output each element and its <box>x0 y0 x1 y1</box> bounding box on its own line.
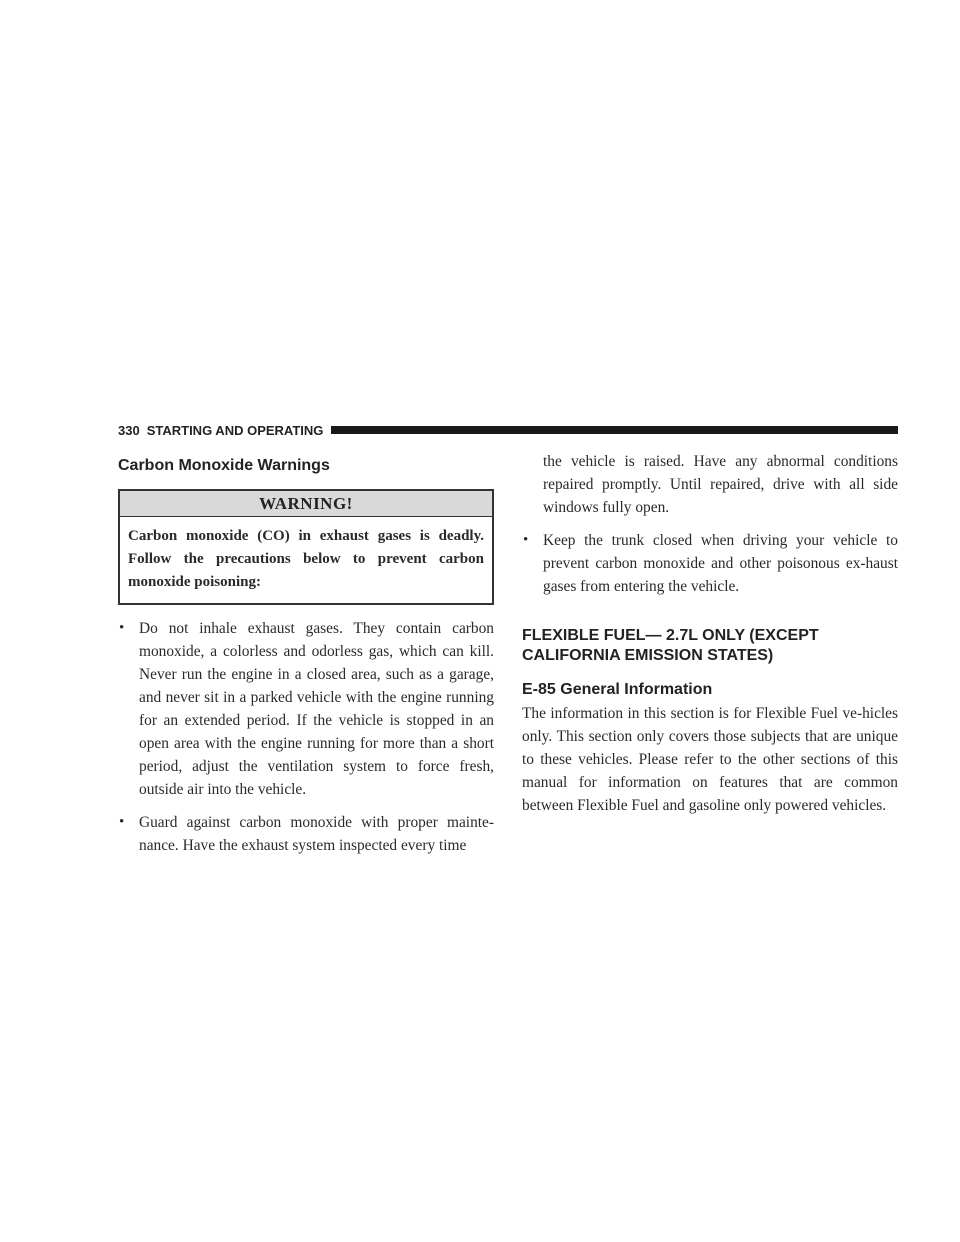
header-rule <box>331 426 898 434</box>
right-column <box>522 450 898 817</box>
list-item <box>522 529 898 598</box>
bullet-icon: • <box>119 620 125 636</box>
heading-carbon-monoxide: Carbon Monoxide Warnings <box>118 457 330 474</box>
e85-paragraph: The information in this section is for Flexible Fuel ve-hicles only. This section only covers those subjects that are unique to these vehicles. Please refer to the other sections of this manual for information on features that are common between Flexible Fuel and gasoline only powered vehicles. <box>522 705 898 814</box>
trunk-bullet-list <box>522 529 898 598</box>
bullet-continuation: the vehicle is raised. Have any abnormal conditions repaired promptly. Until repaired, drive with all side windows fully open. <box>543 453 898 516</box>
bullet-text: Guard against carbon monoxide with proper mainte-nance. Have the exhaust system inspected every time <box>139 814 494 854</box>
list-item <box>118 811 494 857</box>
page-header <box>118 420 898 440</box>
bullet-text: Do not inhale exhaust gases. They contain carbon monoxide, a colorless and odorless gas, which can kill. Never run the engine in a closed area, such as a garage, and never sit in a parked vehicle with the engine running for an extended period. If the vehicle is stopped in an open area with the engine running for more than a short period, adjust the ventilation system to force fresh, outside air into the vehicle. <box>139 620 494 798</box>
page-number: 330 <box>118 422 140 438</box>
co-bullet-list <box>118 617 494 857</box>
bullet-icon: • <box>119 814 125 830</box>
section-title: STARTING AND OPERATING <box>146 422 324 438</box>
warning-text: Carbon monoxide (CO) in exhaust gases is deadly. Follow the precautions below to prevent carbon monoxide poisoning: <box>128 528 484 590</box>
bullet-text: Keep the trunk closed when driving your vehicle to prevent carbon monoxide and other poisonous ex-haust gases from entering the vehicle. <box>543 532 898 595</box>
warning-title: WARNING! <box>120 491 492 517</box>
left-column <box>118 450 494 867</box>
warning-box <box>118 489 494 605</box>
heading-flexible-fuel: FLEXIBLE FUEL— 2.7L ONLY (EXCEPT CALIFORNIA EMISSION STATES) <box>522 627 819 664</box>
list-item <box>118 617 494 801</box>
heading-e85-general-information: E-85 General Information <box>522 681 713 698</box>
bullet-icon: • <box>523 532 529 548</box>
